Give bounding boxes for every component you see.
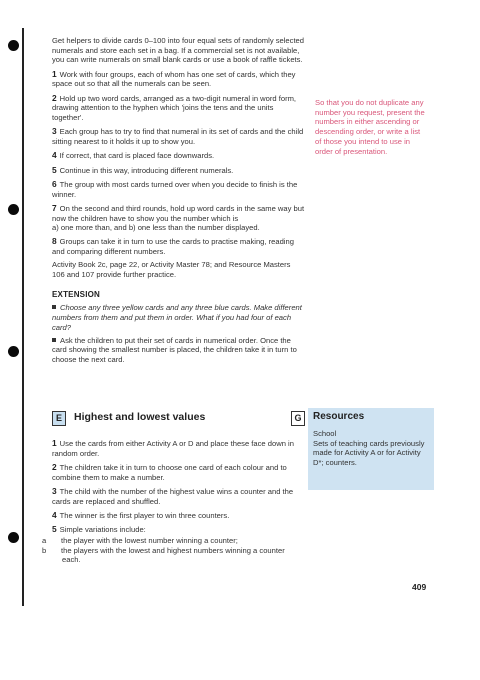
extension-heading: EXTENSION bbox=[52, 289, 101, 299]
page-number: 409 bbox=[412, 582, 427, 592]
margin-rule bbox=[22, 28, 24, 606]
step-number: 3 bbox=[52, 485, 57, 496]
resources-title: Resources bbox=[313, 411, 365, 422]
variation-a bbox=[42, 535, 305, 546]
variation-b bbox=[42, 545, 305, 565]
section-step-2 bbox=[52, 462, 305, 482]
step-number: 2 bbox=[52, 92, 57, 103]
step-text: Work with four groups, each of whom has one set of cards, which they space out so that all the numerals can be seen. bbox=[52, 69, 296, 89]
section-title: Highest and lowest values bbox=[74, 411, 206, 423]
activity-letter-badge: E bbox=[52, 411, 66, 426]
step-number: 8 bbox=[52, 236, 57, 247]
step-number: 1 bbox=[52, 438, 57, 448]
step-number: 7 bbox=[52, 202, 57, 213]
resources-panel bbox=[308, 408, 434, 490]
margin-note: So that you do not duplicate any number you request, present the numbers in either ascending or descending order, or write a list of those you intend to use in order of presentation. bbox=[315, 98, 425, 156]
extension-item-text: Ask the children to put their set of cards in numerical order. Once the card showing the smallest number is placed, the children take it in turn to choose the next card. bbox=[52, 335, 297, 365]
step-7-sub: a) one more than, and b) one less than the number displayed. bbox=[52, 223, 260, 233]
step-text: Each group has to try to find that numeral in its set of cards and the child sitting nearest to it holds it up to show you. bbox=[52, 127, 304, 147]
step-text: Use the cards from either Activity A or D and place these face down in random order. bbox=[52, 439, 294, 458]
punch-hole bbox=[8, 40, 19, 51]
bullet-square-icon bbox=[52, 338, 56, 342]
section-body bbox=[42, 438, 305, 565]
punch-hole bbox=[8, 204, 19, 215]
group-badge: G bbox=[291, 411, 305, 426]
step-number: 5 bbox=[52, 164, 57, 175]
variation-text: the players with the lowest and highest numbers winning a counter each. bbox=[61, 545, 285, 565]
step-number: 2 bbox=[52, 461, 57, 472]
step-2 bbox=[52, 93, 305, 123]
bullet-square-icon bbox=[52, 305, 56, 309]
section-step-4 bbox=[52, 510, 305, 521]
step-text: Continue in this way, introducing different numerals. bbox=[59, 165, 234, 175]
step-text: The children take it in turn to choose one card of each colour and to combine them to make a number. bbox=[52, 462, 287, 482]
step-number: 4 bbox=[52, 509, 57, 520]
section-step-5 bbox=[52, 524, 305, 535]
step-8 bbox=[52, 236, 305, 256]
resources-school: School bbox=[313, 428, 337, 438]
section-header bbox=[52, 410, 305, 428]
step-4 bbox=[52, 150, 305, 161]
step-text: If correct, that card is placed face downwards. bbox=[59, 151, 215, 161]
variation-label: b bbox=[42, 545, 47, 555]
step-6 bbox=[52, 179, 305, 199]
step-text: The child with the number of the highest value wins a counter and the cards are replaced and shuffled. bbox=[52, 486, 294, 506]
section-step-1 bbox=[52, 438, 305, 458]
resources-list: Sets of teaching cards previously made for Activity A or for Activity D*; counters. bbox=[313, 438, 425, 467]
step-1 bbox=[52, 69, 305, 89]
step-text: The group with most cards turned over when you decide to finish is the winner. bbox=[52, 179, 298, 199]
variation-text: the player with the lowest number winning a counter; bbox=[61, 535, 238, 545]
step-3 bbox=[52, 126, 305, 146]
step-number: 1 bbox=[52, 68, 57, 79]
step-number: 5 bbox=[52, 524, 57, 535]
step-number: 6 bbox=[52, 178, 57, 189]
step-text: Groups can take it in turn to use the cards to practise making, reading and comparing different numbers. bbox=[52, 237, 294, 257]
step-5 bbox=[52, 165, 305, 176]
main-column bbox=[52, 36, 305, 368]
punch-hole bbox=[8, 346, 19, 357]
step-number: 3 bbox=[52, 126, 57, 137]
variation-label: a bbox=[42, 535, 47, 545]
intro-paragraph: Get helpers to divide cards 0–100 into four equal sets of randomly selected numerals and store each set in a bag. If a commercial set is not available, you can write numerals on small blank cards or use a book of raffle tickets. bbox=[52, 36, 305, 65]
activity-reference: Activity Book 2c, page 22, or Activity Master 78; and Resource Masters 106 and 107 provide further practice. bbox=[52, 260, 291, 280]
step-text: Hold up two word cards, arranged as a two-digit numeral in word form, drawing attention to the hyphen which 'joins the tens and the units together'. bbox=[52, 93, 297, 123]
extension-item-1 bbox=[52, 303, 305, 332]
extension-item-text: Choose any three yellow cards and any three blue cards. Make different numbers from them and put them in order. What if you had four of each card? bbox=[52, 303, 302, 332]
section-step-3 bbox=[52, 486, 305, 506]
step-text: Simple variations include: bbox=[59, 525, 146, 535]
extension-item-2 bbox=[52, 336, 305, 365]
step-number: 4 bbox=[52, 150, 57, 161]
step-text: On the second and third rounds, hold up word cards in the same way but now the children have to show you the number which is bbox=[52, 203, 305, 223]
punch-hole bbox=[8, 532, 19, 543]
step-7 bbox=[52, 203, 305, 233]
step-text: The winner is the first player to win three counters. bbox=[59, 510, 230, 520]
